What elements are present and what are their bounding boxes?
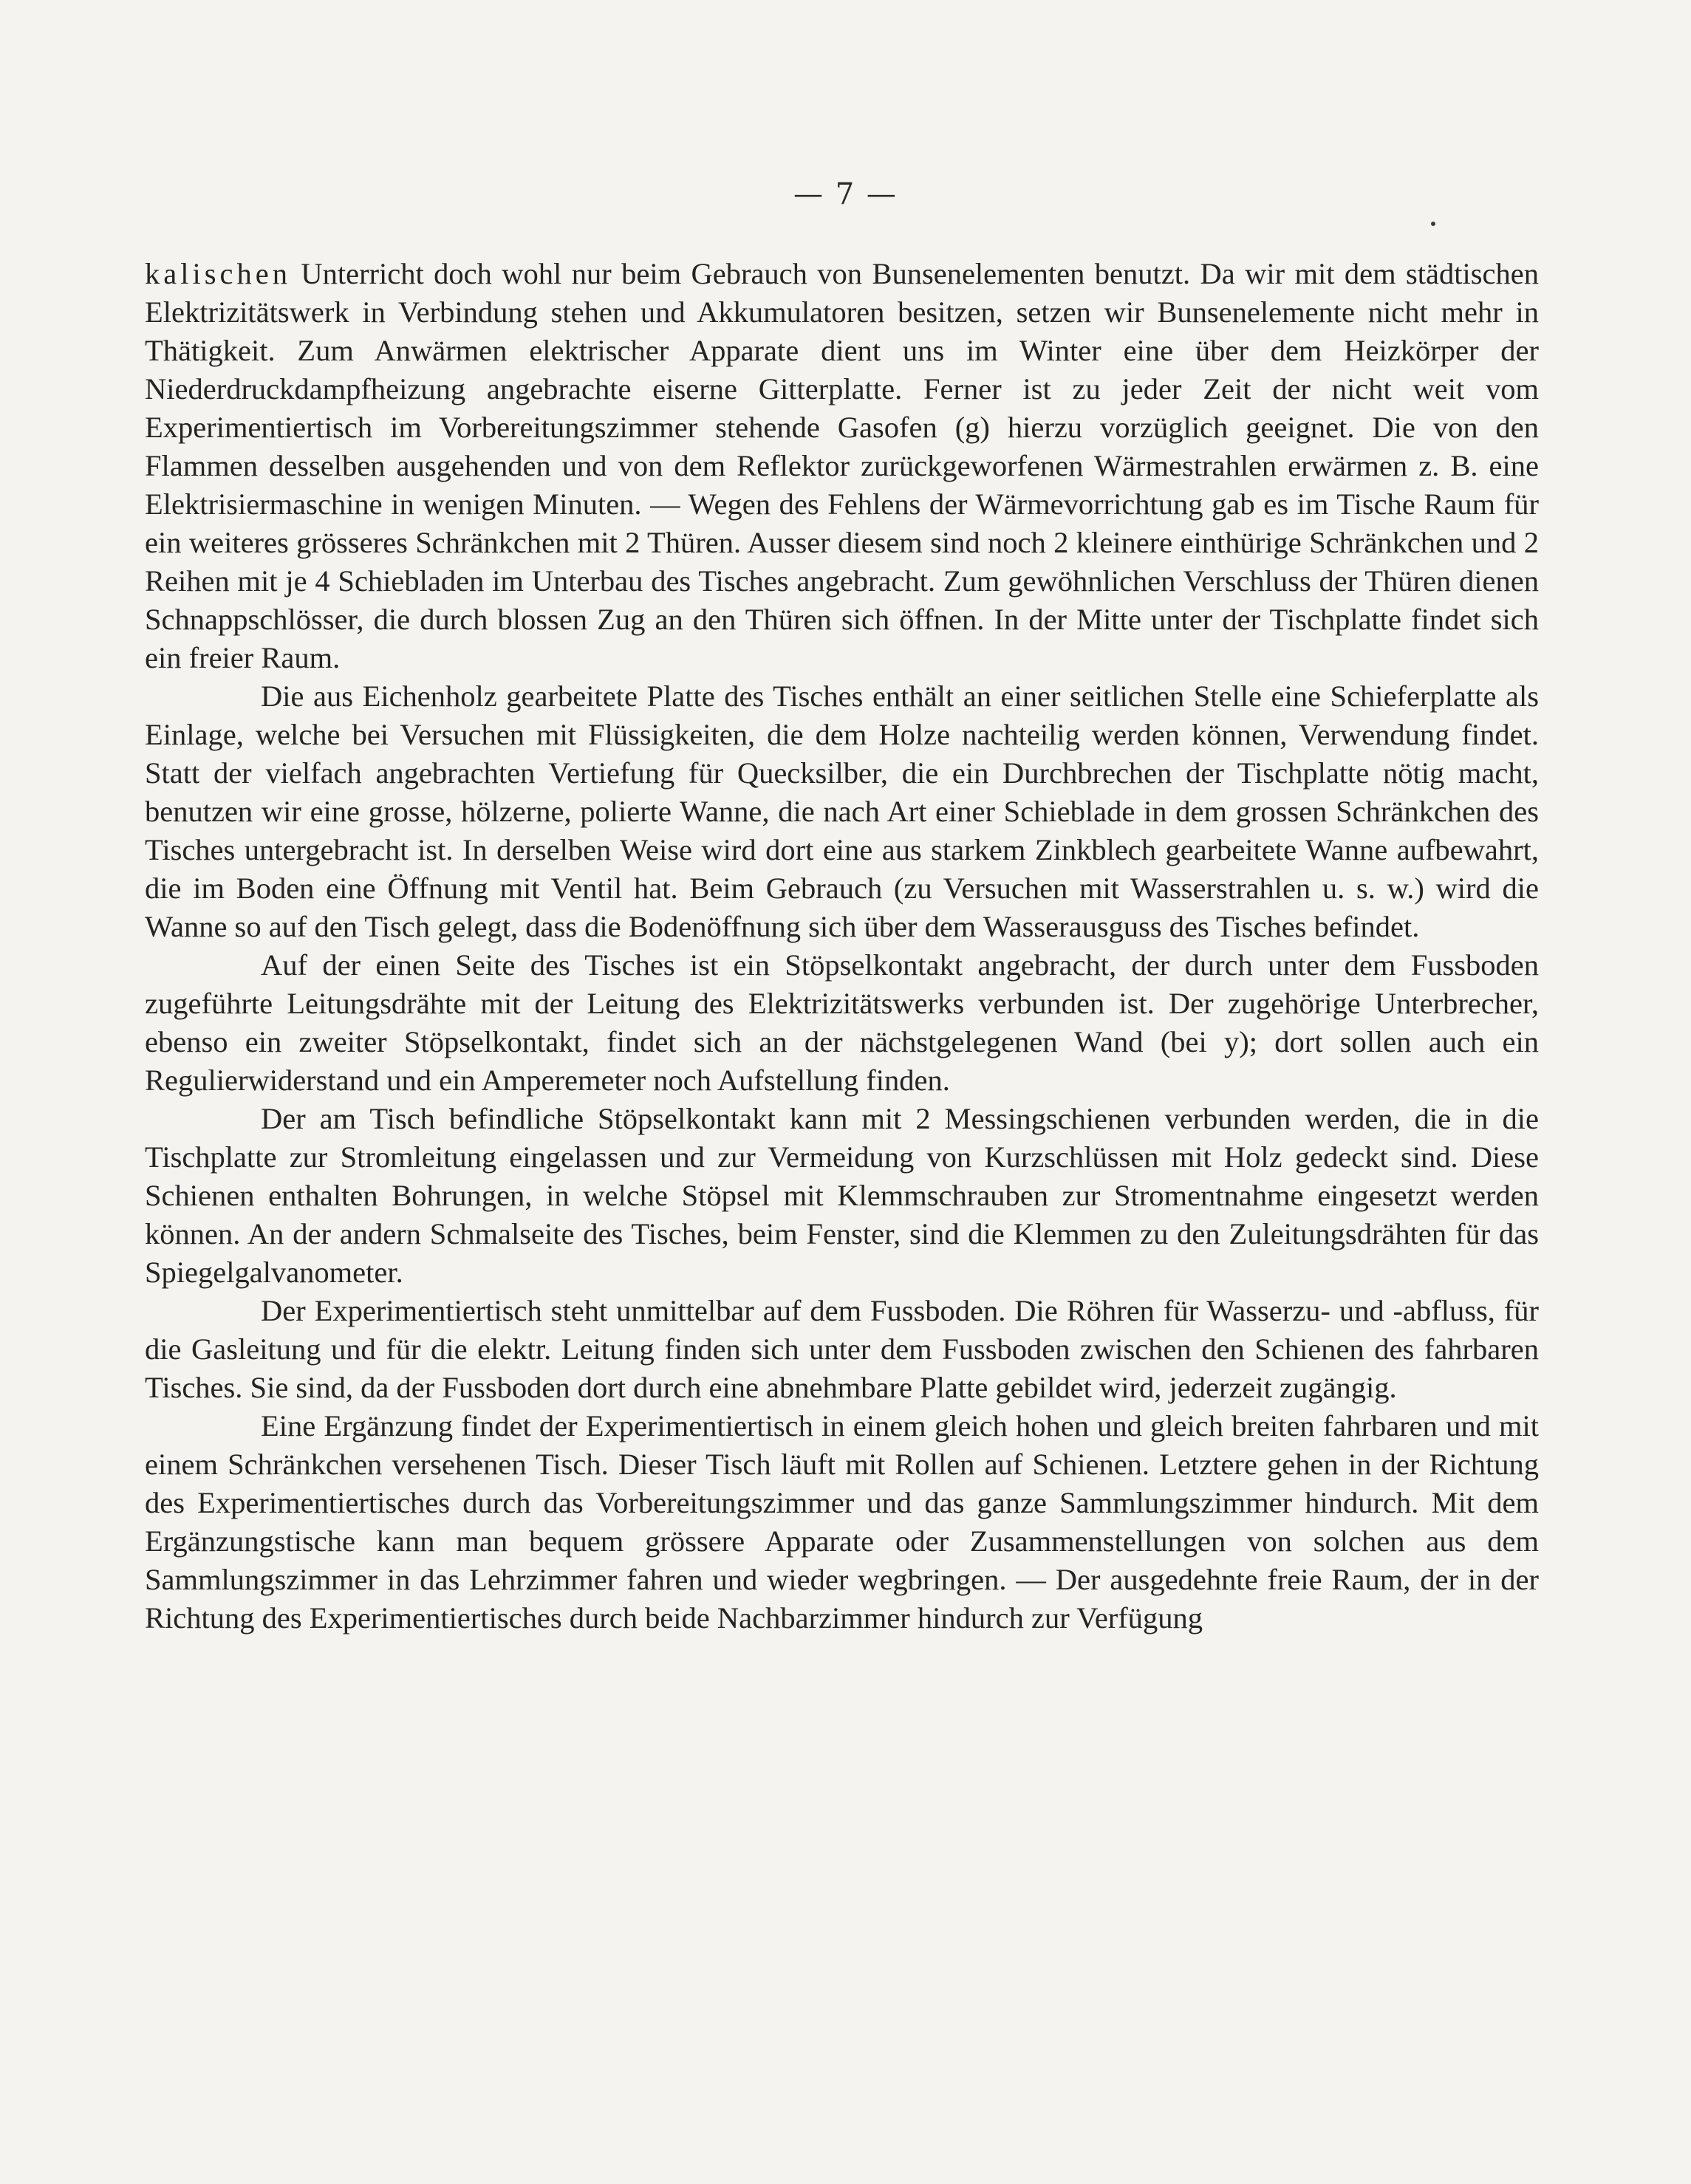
- paragraph-5: Der Experimentiertisch steht unmittelbar auf dem Fussboden. Die Röhren für Wasserzu- und -abfluss, für die Gasleitung und für die elektr. Leitung finden sich unter dem Fussboden zwischen den Schienen des fahrbaren Tisches. Sie sind, da der Fussboden dort durch eine abnehmbare Platte gebildet wird, jederzeit zugängig.: [145, 1294, 1539, 1404]
- ink-speck: [1431, 222, 1435, 226]
- paragraph-1-lead: kalischen: [145, 257, 291, 290]
- paragraph-2: Die aus Eichenholz gearbeitete Platte des Tisches enthält an einer seitlichen Stelle eine Schieferplatte als Einlage, welche bei Versuchen mit Flüssigkeiten, die dem Holze nachteilig werden können, Verwendung findet. Statt der vielfach angebrachten Vertiefung für Quecksilber, die ein Durchbrechen der Tischplatte nötig macht, benutzen wir eine grosse, hölzerne, polierte Wanne, die nach Art einer Schieblade in dem grossen Schränkchen des Tisches untergebracht ist. In derselben Weise wird dort eine aus starkem Zinkblech gearbeitete Wanne aufbewahrt, die im Boden eine Öffnung mit Ventil hat. Beim Gebrauch (zu Versuchen mit Wasserstrahlen u. s. w.) wird die Wanne so auf den Tisch gelegt, dass die Bodenöffnung sich über dem Wasserausguss des Tisches befindet.: [145, 679, 1539, 943]
- paragraph-4: Der am Tisch befindliche Stöpselkontakt kann mit 2 Messingschienen verbunden werden, die in die Tischplatte zur Stromleitung eingelassen und zur Vermeidung von Kurzschlüssen mit Holz gedeckt sind. Diese Schienen enthalten Bohrungen, in welche Stöpsel mit Klemmschrauben zur Stromentnahme eingesetzt werden können. An der andern Schmalseite des Tisches, beim Fenster, sind die Klemmen zu den Zuleitungsdrähten für das Spiegelgalvanometer.: [145, 1102, 1539, 1289]
- page-number: — 7 —: [793, 177, 898, 211]
- paragraph-1: [145, 255, 1539, 677]
- paragraph-1-text: Unterricht doch wohl nur beim Gebrauch von Bunsenelementen benutzt. Da wir mit dem städtischen Elektrizitätswerk in Verbindung stehen und Akkumulatoren besitzen, setzen wir Bunsenelemente nicht mehr in Thätigkeit. Zum Anwärmen elektrischer Apparate dient uns im Winter eine über dem Heizkörper der Niederdruckdampfheizung angebrachte eiserne Gitterplatte. Ferner ist zu jeder Zeit der nicht weit vom Experimentiertisch im Vorbereitungszimmer stehende Gasofen (g) hierzu vorzüglich geeignet. Die von den Flammen desselben ausgehenden und von dem Reflektor zurückgeworfenen Wärmestrahlen erwärmen z. B. eine Elektrisiermaschine in wenigen Minuten. — Wegen des Fehlens der Wärmevorrichtung gab es im Tische Raum für ein weiteres grösseres Schränkchen mit 2 Thüren. Ausser diesem sind noch 2 kleinere einthürige Schränkchen und 2 Reihen mit je 4 Schiebladen im Unterbau des Tisches angebracht. Zum gewöhnlichen Verschluss der Thüren dienen Schnappschlösser, die durch blossen Zug an den Thüren sich öffnen. In der Mitte unter der Tischplatte findet sich ein freier Raum.: [145, 257, 1539, 674]
- paragraph-3: Auf der einen Seite des Tisches ist ein Stöpselkontakt angebracht, der durch unter dem Fussboden zugeführte Leitungsdrähte mit der Leitung des Elektrizitätswerks verbunden ist. Der zugehörige Unterbrecher, ebenso ein zweiter Stöpselkontakt, findet sich an der nächstgelegenen Wand (bei y); dort sollen auch ein Regulierwiderstand und ein Amperemeter noch Aufstellung finden.: [145, 948, 1539, 1097]
- body-text: [145, 255, 1539, 1637]
- paragraph-6: Eine Ergänzung findet der Experimentiertisch in einem gleich hohen und gleich breiten fahrbaren und mit einem Schränkchen versehenen Tisch. Dieser Tisch läuft mit Rollen auf Schienen. Letztere gehen in der Richtung des Experimentiertisches durch das Vorbereitungszimmer und das ganze Sammlungszimmer hindurch. Mit dem Ergänzungstische kann man bequem grössere Apparate oder Zusammenstellungen von solchen aus dem Sammlungszimmer in das Lehrzimmer fahren und wieder wegbringen. — Der ausgedehnte freie Raum, der in der Richtung des Experimentiertisches durch beide Nachbarzimmer hindurch zur Verfügung: [145, 1409, 1539, 1634]
